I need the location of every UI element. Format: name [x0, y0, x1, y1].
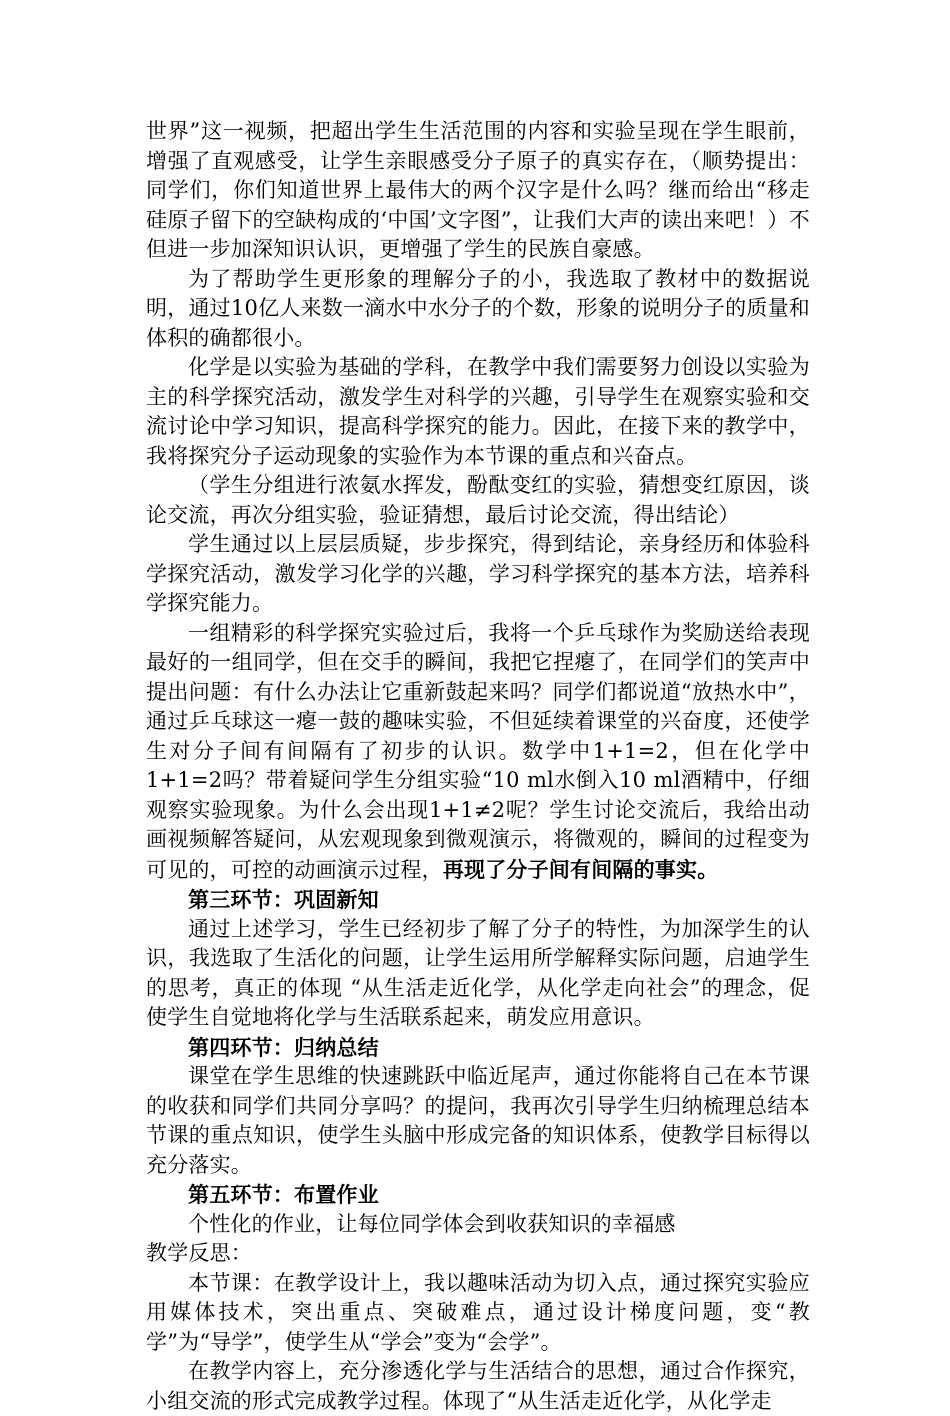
paragraph-consolidate: 通过上述学习，学生已经初步了解了分子的特性，为加深学生的认识，我选取了生活化的问题，让学生运用所学解释实际问题，启迪学生的思考，真正的体现 “从生活走近化学，从化学走向社会”的理念，促使学生自觉地将化学与生活联系起来，萌发应用意识。: [146, 916, 810, 1029]
document-page: [146, 117, 810, 1416]
paragraph-homework: 个性化的作业，让每位同学体会到收获知识的幸福感: [188, 1211, 676, 1236]
paragraph-pingpong-bold: 再现了分子间有间隔的事实。: [442, 856, 719, 882]
section-heading-5: 第五环节：布置作业: [188, 1182, 379, 1207]
section-heading-3: 第三环节：巩固新知: [188, 887, 379, 912]
paragraph-inquiry-result: 学生通过以上层层质疑，步步探究，得到结论，亲身经历和体验科学探究活动，激发学习化学的兴趣，学习科学探究的基本方法，培养科学探究能力。: [146, 532, 810, 615]
paragraph-experiment-focus: 化学是以实验为基础的学科，在教学中我们需要努力创设以实验为主的科学探究活动，激发学生对科学的兴趣，引导学生在观察实验和交流讨论中学习知识，提高科学探究的能力。因此，在接下来的教学中，我将探究分子运动现象的实验作为本节课的重点和兴奋点。: [146, 355, 810, 468]
paragraph-video-intro: 世界”这一视频，把超出学生生活范围的内容和实验呈现在学生眼前，增强了直观感受，让学生亲眼感受分子原子的真实存在，（顺势提出：同学们，你们知道世界上最伟大的两个汉字是什么吗？继而给出“移走硅原子留下的空缺构成的‘中国’文字图”，让我们大声的读出来吧！）不但进一步加深知识认识，更增强了学生的民族自豪感。: [146, 119, 810, 261]
paragraph-pingpong-text: 一组精彩的科学探究实验过后，我将一个乒乓球作为奖励送给表现最好的一组同学，但在交手的瞬间，我把它捏瘪了，在同学们的笑声中提出问题：有什么办法让它重新鼓起来吗？同学们都说道“放热水中”，通过乒乓球这一瘪一鼓的趣味实验，不但延续着课堂的兴奋度，还使学生对分子间有间隔有了初步的认识。数学中1+1=2，但在化学中1+1=2吗？带着疑问学生分组实验“10 ml水倒入10 ml酒精中，仔细观察实验现象。为什么会出现1+1≠2呢？学生讨论交流后，我给出动画视频解答疑问，从宏观现象到微观演示，将微观的，瞬间的过程变为可见的，可控的动画演示过程，: [146, 620, 810, 882]
paragraph-reflection-design: 本节课：在教学设计上，我以趣味活动为切入点，通过探究实验应用媒体技术，突出重点、突破难点，通过设计梯度问题，变“教学”为“导学”，使学生从“学会”变为“会学”。: [146, 1270, 810, 1354]
section-heading-4: 第四环节：归纳总结: [188, 1034, 379, 1060]
paragraph-molecule-size: 为了帮助学生更形象的理解分子的小，我选取了教材中的数据说明，通过10亿人来数一滴水中水分子的个数，形象的说明分子的质量和体积的确都很小。: [146, 266, 810, 350]
paragraph-group-experiment: （学生分组进行浓氨水挥发，酚酞变红的实验，猜想变红原因，谈论交流，再次分组实验，验证猜想，最后讨论交流，得出结论）: [146, 473, 810, 527]
paragraph-reflection-label: 教学反思：: [146, 1241, 252, 1265]
paragraph-reflection-content: 在教学内容上，充分渗透化学与生活结合的思想，通过合作探究，小组交流的形式完成教学过程。体现了“从生活走近化学，从化学走: [146, 1359, 810, 1413]
paragraph-pingpong-experiment: [146, 619, 810, 886]
paragraph-summary: 课堂在学生思维的快速跳跃中临近尾声，通过你能将自己在本节课的收获和同学们共同分享吗？的提问，我再次引导学生归纳梳理总结本节课的重点知识，使学生头脑中形成完备的知识体系，使教学目标得以充分落实。: [146, 1064, 810, 1177]
